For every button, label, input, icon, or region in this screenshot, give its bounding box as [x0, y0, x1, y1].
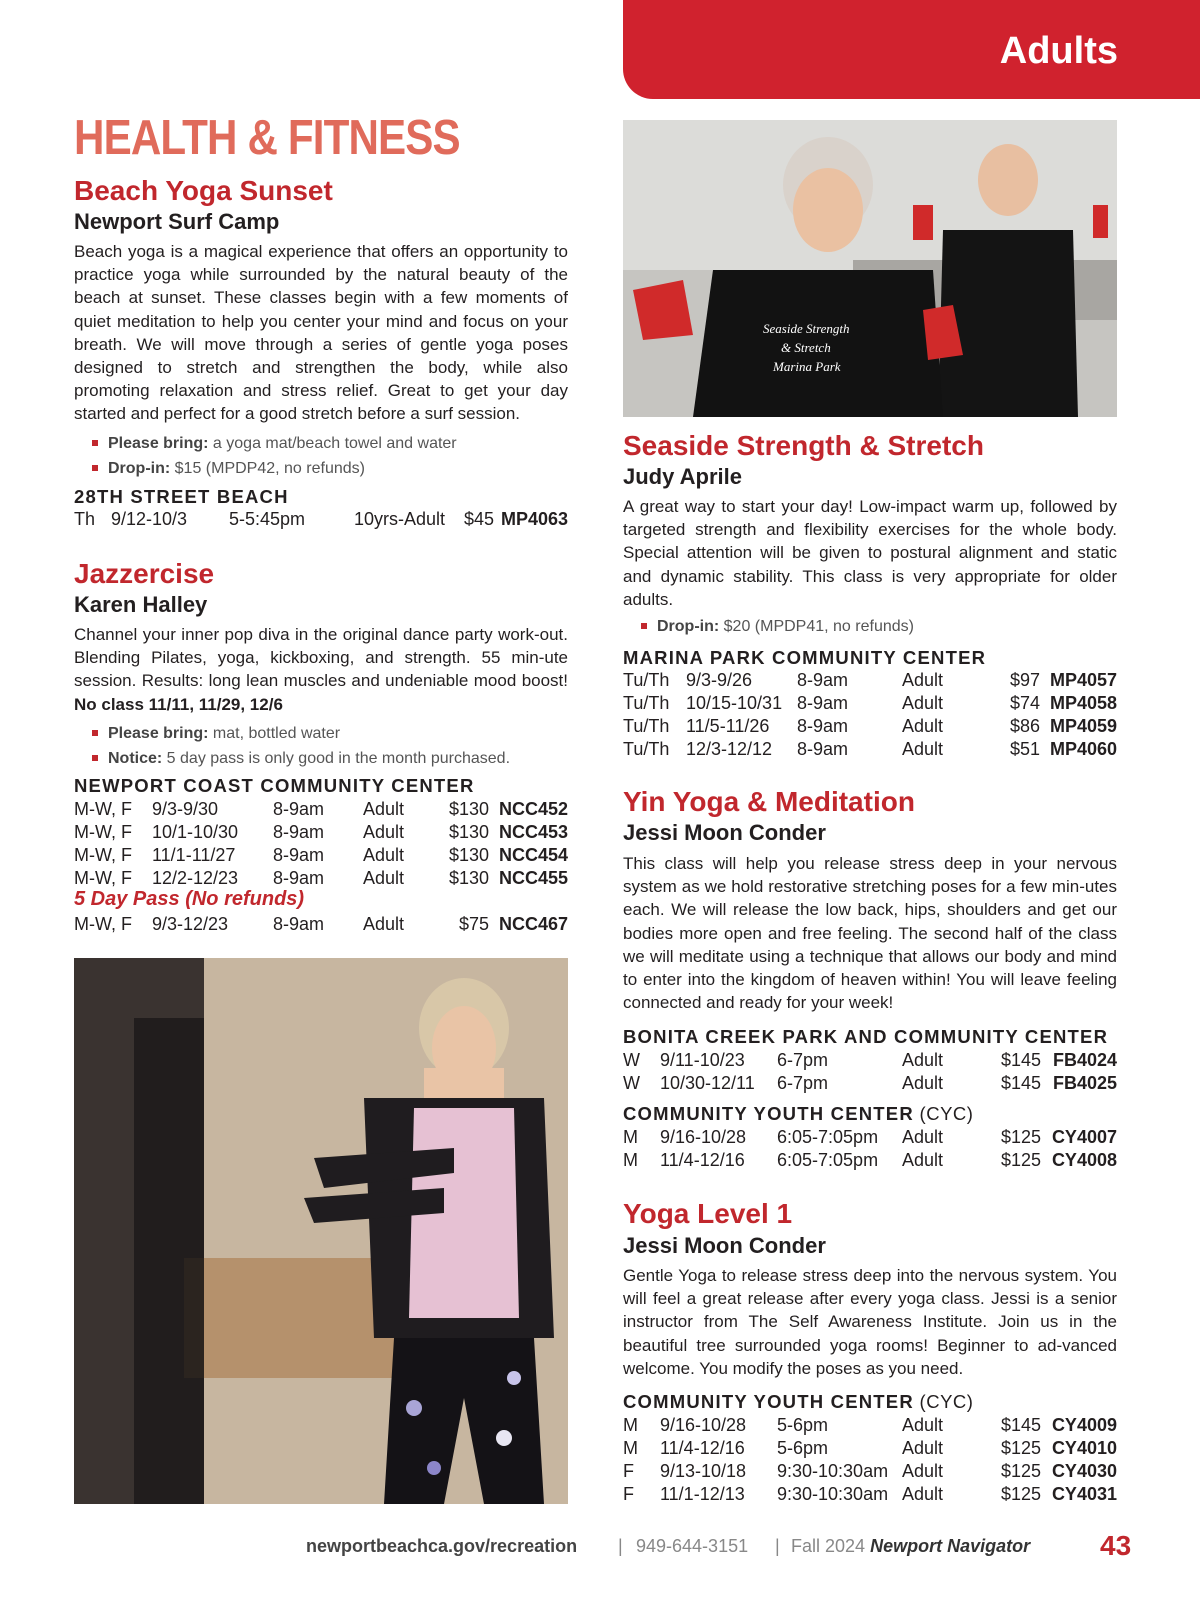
schedule-row: M-W, F 9/3-9/30 8-9am Adult $130 NCC452 [74, 799, 568, 819]
description-jazzercise: Channel your inner pop diva in the original dance party work-out. Blending Pilates, yoga, kickboxing, and strength. 55 min-ute session. Results: long lean muscles and undeniable mood boost! No class 11/11, 11/29, 12/6 [74, 625, 568, 714]
schedule-row: F 9/13-10/18 9:30-10:30am Adult $125 CY4030 [623, 1461, 1117, 1481]
class-title-beach-yoga: Beach Yoga Sunset [74, 175, 333, 206]
bullet-item: Notice: 5 day pass is only good in the month purchased. [88, 746, 510, 771]
location-seaside: MARINA PARK COMMUNITY CENTER [623, 647, 987, 668]
bullets-seaside [637, 614, 914, 639]
description-beach-yoga: Beach yoga is a magical experience that offers an opportunity to practice yoga while surrounded by the natural beauty of the beach at sunset. These classes begin with a few moments of quiet meditation to help you center your mind and focus on your breath. We will move through a series of gentle yoga poses designed to stretch and strengthen the body, while also promoting relaxation and stress relief. Great to get your day started and perfect for a good stretch before a surf session. [74, 242, 568, 424]
instructor-jazzercise: Karen Halley [74, 592, 208, 617]
bullet-item: Drop-in: $15 (MPDP42, no refunds) [88, 456, 457, 481]
schedule-row: M-W, F 9/3-12/23 8-9am Adult $75 NCC467 [74, 914, 568, 934]
footer-url[interactable]: newportbeachca.gov/recreation [306, 1536, 578, 1556]
schedule-yoga-level-1 [623, 1414, 1117, 1506]
schedule-row: Tu/Th 10/15-10/31 8-9am Adult $74 MP4058 [623, 693, 1117, 713]
schedule-jazzercise [74, 798, 568, 890]
schedule-row: M-W, F 10/1-10/30 8-9am Adult $130 NCC453 [74, 822, 568, 842]
shirt-text-3: Marina Park [773, 359, 841, 374]
instructor-beach-yoga: Newport Surf Camp [74, 209, 280, 234]
schedule-row: M 9/16-10/28 6:05-7:05pm Adult $125 CY4007 [623, 1127, 1117, 1147]
footer-phone: 949-644-3151 [636, 1536, 749, 1556]
footer-separator: | [775, 1536, 780, 1556]
class-title-seaside: Seaside Strength & Stretch [623, 430, 984, 461]
bullet-item: Please bring: mat, bottled water [88, 721, 510, 746]
pass-title-jazzercise: 5 Day Pass (No refunds) [74, 888, 305, 910]
schedule-row: M 9/16-10/28 5-6pm Adult $145 CY4009 [623, 1415, 1117, 1435]
schedule-row: M-W, F 11/1-11/27 8-9am Adult $130 NCC454 [74, 845, 568, 865]
page-number: 43 [1100, 1530, 1132, 1561]
schedule-jazzercise-pass [74, 913, 568, 936]
instructor-yin-yoga: Jessi Moon Conder [623, 820, 826, 845]
schedule-yin-yoga-bonita [623, 1049, 1117, 1095]
shirt-text-2: & Stretch [781, 340, 831, 355]
location-yin-yoga-bonita: BONITA CREEK PARK AND COMMUNITY CENTER [623, 1026, 1109, 1047]
schedule-row: Tu/Th 9/3-9/26 8-9am Adult $97 MP4057 [623, 670, 1117, 690]
shirt-text-1: Seaside Strength [763, 321, 850, 336]
footer-season: Fall 2024 Newport Navigator [791, 1536, 1031, 1556]
bullets-beach-yoga [88, 431, 457, 481]
bullets-jazzercise [88, 721, 510, 771]
class-title-jazzercise: Jazzercise [74, 558, 215, 589]
location-beach-yoga: 28TH STREET BEACH [74, 486, 289, 507]
bullet-item: Please bring: a yoga mat/beach towel and water [88, 431, 457, 456]
instructor-yoga-level-1: Jessi Moon Conder [623, 1233, 826, 1258]
schedule-row: M 11/4-12/16 6:05-7:05pm Adult $125 CY4008 [623, 1150, 1117, 1170]
schedule-yin-yoga-cyc [623, 1126, 1117, 1172]
page-title: HEALTH & FITNESS [74, 111, 460, 165]
location-yoga-level-1: COMMUNITY YOUTH CENTER (CYC) [623, 1391, 974, 1412]
photo-jazzercise [74, 958, 568, 1504]
schedule-seaside [623, 669, 1117, 761]
location-jazzercise: NEWPORT COAST COMMUNITY CENTER [74, 775, 475, 796]
class-title-yoga-level-1: Yoga Level 1 [623, 1198, 793, 1229]
location-yin-yoga-cyc: COMMUNITY YOUTH CENTER (CYC) [623, 1103, 974, 1124]
schedule-row: F 11/1-12/13 9:30-10:30am Adult $125 CY4031 [623, 1484, 1117, 1504]
footer-publication: Newport Navigator [870, 1536, 1031, 1556]
photo-seaside [623, 120, 1117, 417]
schedule-row: Tu/Th 12/3-12/12 8-9am Adult $51 MP4060 [623, 739, 1117, 759]
bullet-item: Drop-in: $20 (MPDP41, no refunds) [637, 614, 914, 639]
photo-jazzercise-art [74, 958, 568, 1504]
instructor-seaside: Judy Aprile [623, 464, 742, 489]
schedule-beach-yoga [74, 508, 568, 531]
description-yoga-level-1: Gentle Yoga to release stress deep into the nervous system. You will feel a great release after every yoga class. Jessi is a senior instructor from The Self Awareness Institute. Join us in the beautiful tree surrounded yoga rooms! Beginner to ad-vanced welcome. You modify the poses as you need. [623, 1266, 1117, 1378]
section-tab [623, 0, 1200, 99]
no-class-note: No class 11/11, 11/29, 12/6 [74, 694, 283, 714]
description-seaside: A great way to start your day! Low-impact warm up, followed by targeted strength and flexibility exercises for the whole body. Special attention will be given to postural alignment and static and dynamic stability. This class is very appropriate for older adults. [623, 497, 1117, 609]
schedule-row: Tu/Th 11/5-11/26 8-9am Adult $86 MP4059 [623, 716, 1117, 736]
schedule-row: M-W, F 12/2-12/23 8-9am Adult $130 NCC455 [74, 868, 568, 888]
footer-separator: | [618, 1536, 623, 1556]
section-tab-label: Adults [999, 30, 1118, 72]
schedule-row: M 11/4-12/16 5-6pm Adult $125 CY4010 [623, 1438, 1117, 1458]
photo-seaside-art [623, 120, 1117, 417]
schedule-row: W 10/30-12/11 6-7pm Adult $145 FB4025 [623, 1073, 1117, 1093]
description-yin-yoga: This class will help you release stress deep in your nervous system as we hold restorative stretching poses for a few min-utes each. We will release the low back, hips, shoulders and get our bodies more open and free feeling. The second half of the class we will meditate using a technique that allows our body and mind to enter into the kingdom of heaven within! You will leave feeling connected and ready for your week! [623, 854, 1117, 1013]
class-title-yin-yoga: Yin Yoga & Meditation [623, 786, 915, 817]
schedule-row: W 9/11-10/23 6-7pm Adult $145 FB4024 [623, 1050, 1117, 1070]
schedule-row: Th 9/12-10/3 5-5:45pm 10yrs-Adult $45 MP4063 [74, 509, 568, 529]
footer [0, 1530, 1200, 1566]
